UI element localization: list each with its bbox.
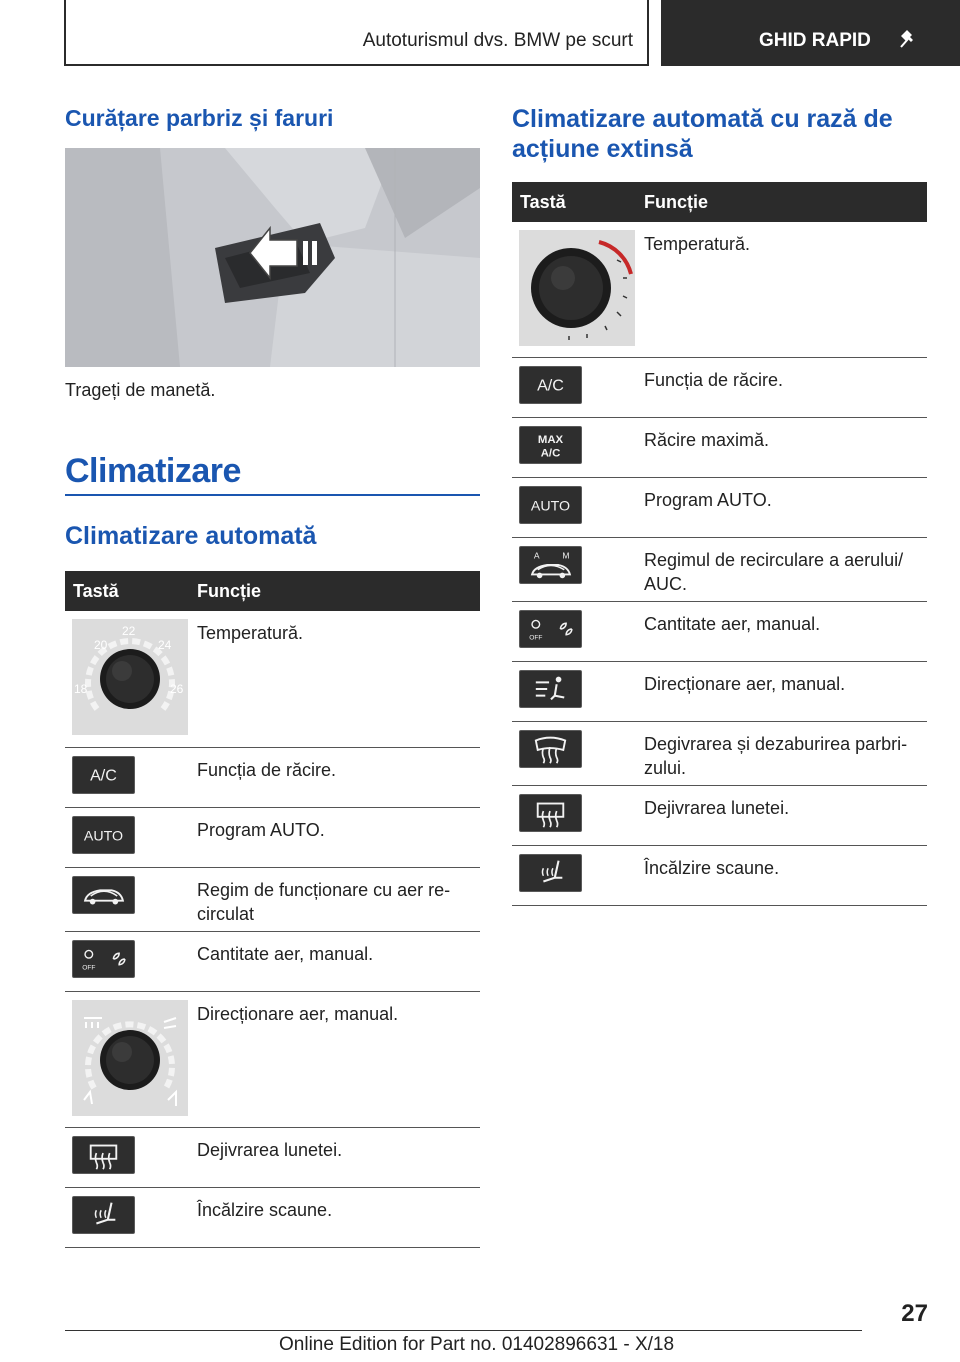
fan-button-icon[interactable] [72, 940, 135, 978]
table-row [512, 417, 927, 477]
table-row [512, 357, 927, 417]
function-text: Cantitate aer, manual. [189, 931, 480, 991]
col-function-header: Funcție [189, 571, 480, 611]
max-label: MAX [537, 433, 564, 446]
guide-label: GHID RAPID [759, 30, 871, 51]
ac-button-icon[interactable] [72, 756, 135, 794]
table-header-row [512, 182, 927, 222]
function-text: Program AUTO. [189, 807, 480, 867]
table-row [512, 477, 927, 537]
function-text: Funcția de răcire. [189, 747, 480, 807]
wash-heading: Curățare parbriz și faruri [65, 105, 334, 131]
function-text: Regim de funcționare cu aer re-circulat [189, 867, 480, 931]
auto-climate-table [65, 571, 480, 1248]
footer-edition: Online Edition for Part no. 01402896631 - X/18 [279, 1334, 675, 1355]
temperature-knob-icon[interactable] [519, 230, 635, 346]
fan-off-label: OFF [82, 963, 96, 971]
table-row [65, 611, 480, 747]
rear-defrost-button-icon[interactable] [519, 794, 582, 832]
function-text: Direcționare aer, manual. [189, 991, 480, 1127]
fan-off-label: OFF [529, 633, 543, 641]
function-text: Răcire maximă. [636, 417, 927, 477]
recirc-a-label: A [533, 549, 540, 560]
temp-26-label: 26 [170, 682, 184, 696]
table-row [65, 1187, 480, 1247]
temp-24-label: 24 [158, 638, 172, 652]
table-row [512, 601, 927, 661]
col-function-header: Funcție [636, 182, 927, 222]
wiper-stalk-photo [65, 148, 480, 367]
air-distribution-button-icon[interactable] [519, 670, 582, 708]
climate-heading: Climatizare [65, 452, 241, 490]
heading-rule [65, 494, 480, 496]
wash-caption: Trageți de manetă. [65, 380, 216, 400]
wiper-stalk-illustration [65, 148, 480, 367]
footer-rule [65, 1330, 862, 1331]
section-title: Autoturismul dvs. BMW pe scurt [362, 30, 633, 51]
table-row [512, 661, 927, 721]
header-guide-tab[interactable] [661, 0, 960, 66]
extended-climate-heading: Climatizare automată cu rază de acțiune extinsă [512, 105, 893, 163]
function-text: Temperatură. [636, 222, 927, 357]
temperature-knob-icon[interactable] [72, 619, 188, 735]
max-ac-button-icon[interactable] [519, 426, 582, 464]
header-section-box [64, 0, 649, 66]
function-text: Program AUTO. [636, 477, 927, 537]
fan-button-icon[interactable] [519, 610, 582, 648]
auto-label: AUTO [530, 498, 571, 515]
auto-button-icon[interactable] [72, 816, 135, 854]
table-row [512, 845, 927, 905]
recirculation-auc-button-icon[interactable] [519, 546, 582, 584]
windshield-defrost-button-icon[interactable] [519, 730, 582, 768]
table-row [65, 807, 480, 867]
temp-22-label: 22 [122, 624, 136, 638]
table-row [65, 1127, 480, 1187]
function-text: Dejivrarea lunetei. [636, 785, 927, 845]
auto-climate-heading: Climatizare automată [65, 522, 317, 550]
extended-climate-table [512, 182, 927, 906]
recirc-m-label: M [562, 549, 570, 560]
function-text: Temperatură. [189, 611, 480, 747]
function-text: Încălzire scaune. [189, 1187, 480, 1247]
function-text: Dejivrarea lunetei. [189, 1127, 480, 1187]
temp-20-label: 20 [94, 638, 108, 652]
function-text: Direcționare aer, manual. [636, 661, 927, 721]
table-row [65, 747, 480, 807]
auto-button-icon[interactable] [519, 486, 582, 524]
seat-heating-button-icon[interactable] [72, 1196, 135, 1234]
function-text: Funcția de răcire. [636, 357, 927, 417]
recirculation-button-icon[interactable] [72, 876, 135, 914]
table-row [65, 931, 480, 991]
temp-18-label: 18 [74, 682, 88, 696]
table-row [512, 785, 927, 845]
col-key-header: Tastă [65, 571, 189, 611]
table-header-row [65, 571, 480, 611]
table-row [512, 721, 927, 785]
ac-label: A/C [537, 376, 564, 395]
air-distribution-knob-icon[interactable] [72, 1000, 188, 1116]
pin-icon [898, 28, 920, 50]
function-text: Încălzire scaune. [636, 845, 927, 905]
rear-defrost-button-icon[interactable] [72, 1136, 135, 1174]
auto-label: AUTO [83, 828, 124, 845]
max-ac-label: A/C [540, 446, 561, 459]
function-text: Regimul de recirculare a aerului/ AUC. [636, 537, 927, 601]
function-text: Cantitate aer, manual. [636, 601, 927, 661]
table-row [65, 991, 480, 1127]
table-row [512, 222, 927, 357]
table-row [65, 867, 480, 931]
ac-button-icon[interactable] [519, 366, 582, 404]
seat-heating-button-icon[interactable] [519, 854, 582, 892]
ac-label: A/C [90, 766, 117, 785]
page-number: 27 [901, 1300, 928, 1327]
table-row [512, 537, 927, 601]
col-key-header: Tastă [512, 182, 636, 222]
function-text: Degivrarea și dezaburirea parbri-zului. [636, 721, 927, 785]
